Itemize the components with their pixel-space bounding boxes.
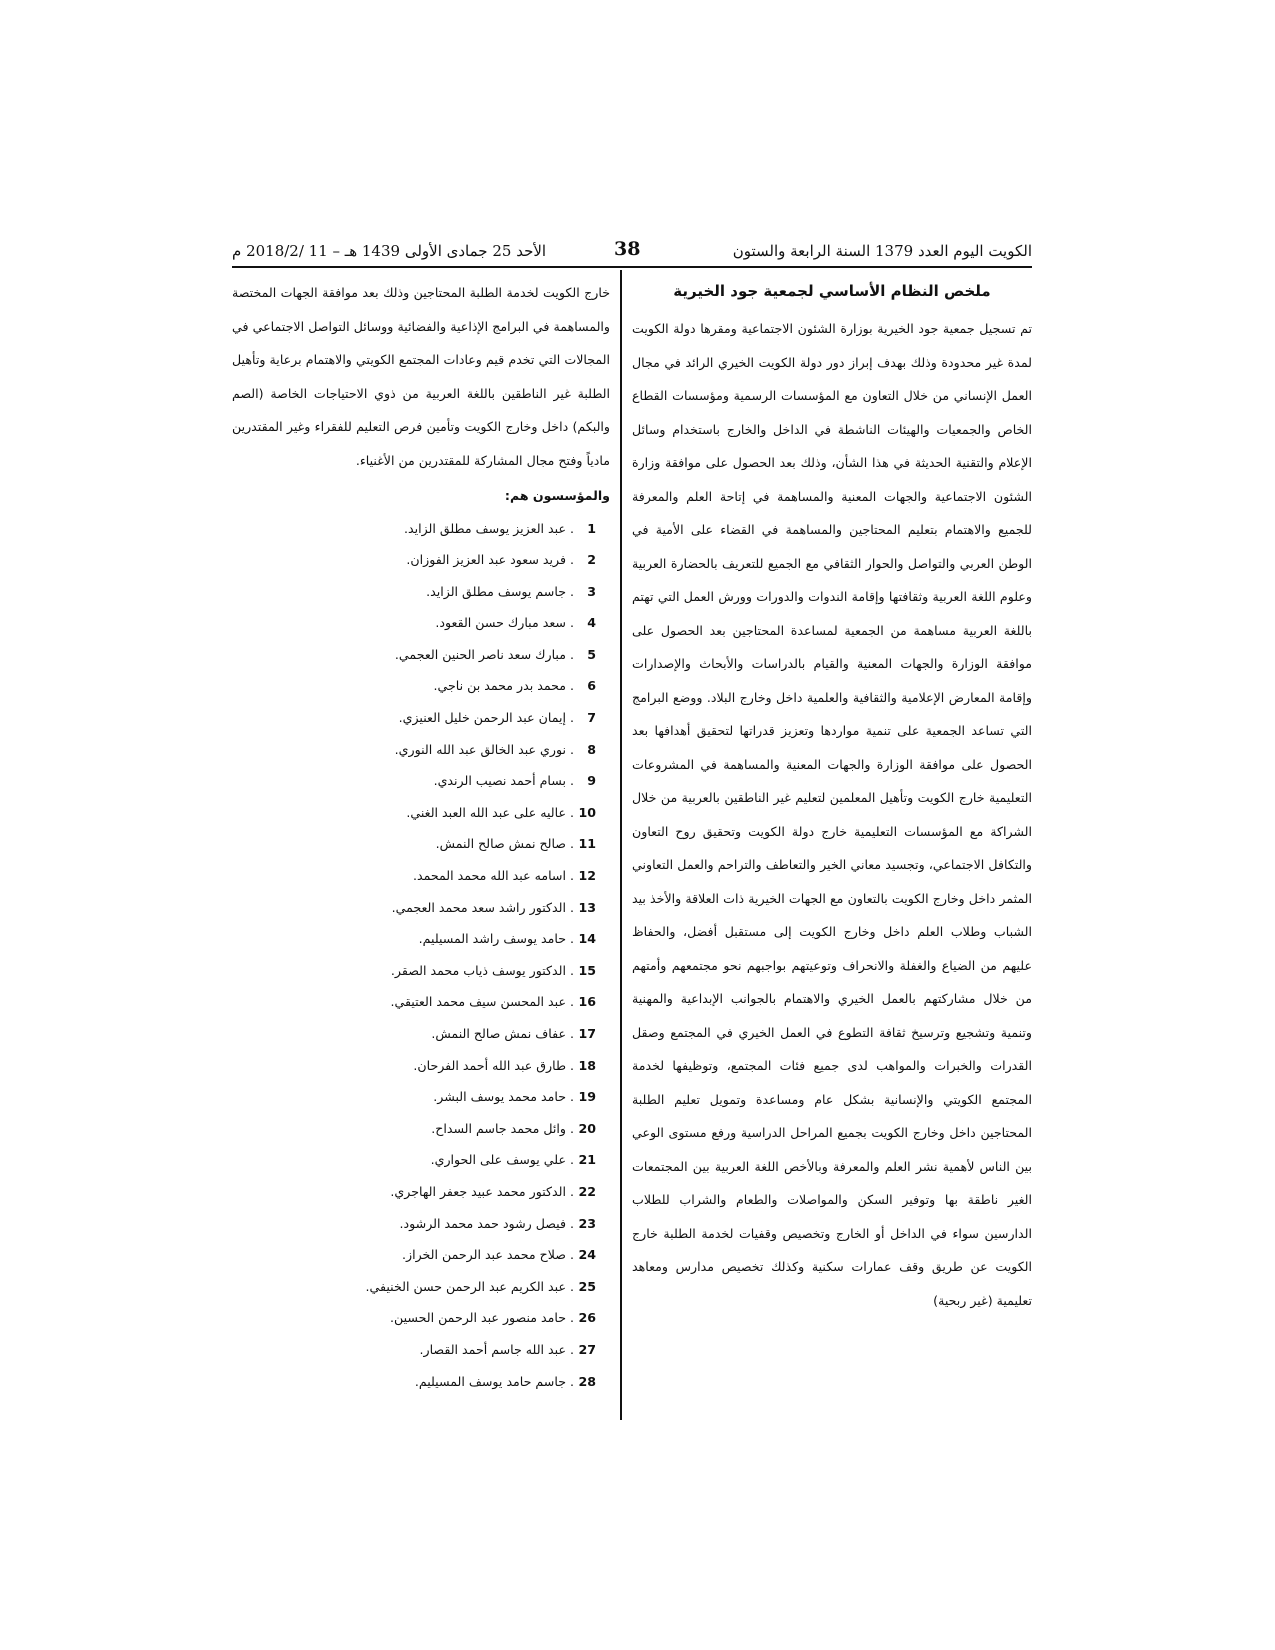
founder-number: 15 bbox=[578, 962, 596, 978]
founder-name: عفاف نمش صالح النمش. bbox=[431, 1026, 566, 1041]
founder-number: 17 bbox=[578, 1026, 596, 1041]
founder-number: 18 bbox=[578, 1057, 596, 1073]
founder-number: 26 bbox=[578, 1310, 596, 1326]
issue-date: الأحد 25 جمادى الأولى 1439 هـ – 11 /2018/2 م bbox=[232, 242, 547, 260]
founder-item: 23. فيصل رشود حمد محمد الرشود. bbox=[232, 1208, 596, 1240]
founder-item: 2. فريد سعود عبد العزيز الفوزان. bbox=[232, 544, 596, 576]
founder-item: 20. وائل محمد جاسم السداح. bbox=[232, 1113, 596, 1145]
founder-item: 7. إيمان عبد الرحمن خليل العنيزي. bbox=[232, 702, 596, 734]
founder-number: 27 bbox=[578, 1341, 596, 1357]
founder-number: 13 bbox=[578, 899, 596, 915]
founder-name: اسامه عبد الله محمد المحمد. bbox=[412, 868, 566, 884]
founder-item: 6. محمد بدر محمد بن ناجي. bbox=[232, 670, 596, 702]
founder-number: 5 bbox=[587, 646, 596, 662]
founder-name: علي يوسف على الحواري. bbox=[430, 1152, 566, 1168]
founder-item: 12. اسامه عبد الله محمد المحمد. bbox=[232, 860, 596, 892]
article-title: ملخص النظام الأساسي لجمعية جود الخيرية bbox=[673, 282, 991, 300]
founder-name: عبد العزيز يوسف مطلق الزايد. bbox=[403, 520, 566, 536]
founder-number: 12 bbox=[578, 868, 596, 884]
founders-heading: والمؤسسون هم: bbox=[504, 488, 610, 503]
founder-number: 14 bbox=[578, 931, 596, 947]
founder-name: حامد يوسف راشد المسيليم. bbox=[418, 931, 566, 947]
founder-name: الدكتور يوسف ذياب محمد الصقر. bbox=[390, 962, 566, 978]
founder-number: 19 bbox=[578, 1089, 596, 1105]
founder-item: 5. مبارك سعد ناصر الحنين العجمي. bbox=[232, 639, 596, 671]
founder-item: 15. الدكتور يوسف ذياب محمد الصقر. bbox=[232, 955, 596, 987]
left-column bbox=[232, 276, 610, 1397]
founder-item: 1. عبد العزيز يوسف مطلق الزايد. bbox=[232, 513, 596, 545]
founder-number: 16 bbox=[578, 994, 596, 1010]
founder-item: 21. علي يوسف على الحواري. bbox=[232, 1144, 596, 1176]
founder-item: 14. حامد يوسف راشد المسيليم. bbox=[232, 923, 596, 955]
article-body-left: خارج الكويت لخدمة الطلبة المحتاجين وذلك بعد موافقة الجهات المختصة والمساهمة في البرامج الإذاعية والفضائية ووسائل التواصل الاجتماعي في المجالات التي تخدم قيم وعادات المجتمع الكويتي والاهتمام برعاية وتأهيل الطلبة غير الناطقين باللغة العربية من ذوي الاحتياجات الخاصة (الصم والبكم) داخل وخارج الكويت وتأمين فرص التعليم للفقراء وغير المقتدرين مادياً وفتح مجال المشاركة للمقتدرين من الأغنياء. bbox=[232, 285, 610, 468]
founder-item: 4. سعد مبارك حسن القعود. bbox=[232, 607, 596, 639]
founder-number: 23 bbox=[578, 1215, 596, 1231]
founder-item: 25. عبد الكريم عبد الرحمن حسن الخنيفي. bbox=[232, 1271, 596, 1303]
newspaper-issue-info: الكويت اليوم العدد 1379 السنة الرابعة والستون bbox=[732, 242, 1032, 260]
founder-item: 22. الدكتور محمد عبيد جعفر الهاجري. bbox=[232, 1176, 596, 1208]
founder-name: فريد سعود عبد العزيز الفوزان. bbox=[406, 552, 566, 568]
founder-number: 2 bbox=[587, 552, 596, 568]
page-header bbox=[232, 238, 1032, 266]
founder-name: صلاح محمد عبد الرحمن الخراز. bbox=[402, 1247, 566, 1263]
founder-item: 11. صالح نمش صالح النمش. bbox=[232, 828, 596, 860]
founder-number: 1 bbox=[587, 520, 596, 536]
header-divider bbox=[232, 266, 1032, 268]
founder-number: 11 bbox=[578, 836, 596, 852]
founder-item: 9. بسام أحمد نصيب الرندي. bbox=[232, 765, 596, 797]
founder-name: حامد محمد يوسف البشر. bbox=[433, 1089, 566, 1105]
founder-item: 26. حامد منصور عبد الرحمن الحسين. bbox=[232, 1302, 596, 1334]
founder-item: 17. عفاف نمش صالح النمش. bbox=[232, 1018, 596, 1050]
page-number: 38 bbox=[614, 238, 641, 260]
founder-item: 18. طارق عبد الله أحمد الفرحان. bbox=[232, 1050, 596, 1082]
founder-number: 3 bbox=[587, 583, 596, 599]
founder-number: 28 bbox=[578, 1373, 596, 1389]
founder-name: جاسم يوسف مطلق الزايد. bbox=[426, 583, 566, 599]
founder-item: 16. عبد المحسن سيف محمد العتيقي. bbox=[232, 986, 596, 1018]
founder-number: 25 bbox=[578, 1278, 596, 1294]
founder-name: فيصل رشود حمد محمد الرشود. bbox=[399, 1215, 566, 1231]
founder-item: 13. الدكتور راشد سعد محمد العجمي. bbox=[232, 892, 596, 924]
founders-list bbox=[232, 513, 610, 1398]
founder-name: طارق عبد الله أحمد الفرحان. bbox=[413, 1057, 566, 1073]
founder-item: 3. جاسم يوسف مطلق الزايد. bbox=[232, 576, 596, 608]
founder-name: جاسم حامد يوسف المسيليم. bbox=[414, 1373, 566, 1389]
founder-number: 21 bbox=[578, 1152, 596, 1168]
founder-name: إيمان عبد الرحمن خليل العنيزي. bbox=[398, 710, 566, 726]
founder-name: عبد الله جاسم أحمد القصار. bbox=[419, 1341, 566, 1357]
founder-name: نوري عبد الخالق عبد الله النوري. bbox=[394, 741, 566, 757]
founder-name: صالح نمش صالح النمش. bbox=[435, 836, 566, 852]
founder-number: 20 bbox=[578, 1120, 596, 1136]
founder-item: 8. نوري عبد الخالق عبد الله النوري. bbox=[232, 734, 596, 766]
founder-name: الدكتور راشد سعد محمد العجمي. bbox=[391, 899, 566, 915]
founder-item: 24. صلاح محمد عبد الرحمن الخراز. bbox=[232, 1239, 596, 1271]
founder-name: محمد بدر محمد بن ناجي. bbox=[433, 678, 566, 694]
founder-number: 8 bbox=[587, 741, 596, 757]
founder-name: بسام أحمد نصيب الرندي. bbox=[433, 773, 566, 789]
founder-number: 10 bbox=[578, 804, 596, 820]
founder-number: 9 bbox=[587, 773, 596, 789]
founder-name: وائل محمد جاسم السداح. bbox=[431, 1120, 566, 1136]
founder-name: الدكتور محمد عبيد جعفر الهاجري. bbox=[390, 1183, 566, 1199]
founder-name: عاليه على عبد الله العبد الغني. bbox=[406, 804, 566, 820]
founder-number: 7 bbox=[587, 710, 596, 726]
founder-number: 4 bbox=[587, 615, 596, 631]
founder-name: سعد مبارك حسن القعود. bbox=[435, 615, 566, 631]
founder-number: 6 bbox=[587, 678, 596, 694]
article-body-right: تم تسجيل جمعية جود الخيرية بوزارة الشئون الاجتماعية ومقرها دولة الكويت لمدة غير محدودة وذلك بهدف إبراز دور دولة الكويت الخيري الرائد في مجال العمل الإنساني من خلال التعاون مع المؤسسات الرسمية ومؤسسات القطاع الخاص والجمعيات والهيئات الناشطة في الداخل والخارج باستخدام وسائل الإعلام والتقنية الحديثة في هذا الشأن، وذلك بعد الحصول على موافقة وزارة الشئون الاجتماعية والجهات المعنية والمساهمة في إتاحة العلم والمعرفة للجميع والاهتمام بتعليم المحتاجين والمساهمة في القضاء على الأمية في الوطن العربي والتواصل والحوار الثقافي مع الجميع للتعريف بالحضارة العربية وعلوم اللغة العربية وثقافتها وإقامة الندوات والدورات وورش العمل التي تهتم باللغة العربية مساهمة من الجمعية لمساعدة المحتاجين بعد الحصول على موافقة الوزارة والجهات المعنية والقيام بالدراسات والأبحاث والإصدارات وإقامة المعارض الإعلامية والثقافية والعلمية داخل وخارج البلاد. ووضع البرامج التي تساعد الجمعية على تنمية مواردها وتعزيز قدراتها لتحقيق أهدافها بعد الحصول على موافقة الوزارة والجهات المعنية والمساهمة في المشروعات التعليمية خارج الكويت وتأهيل المعلمين لتعليم غير الناطقين بالعربية من خلال الشراكة مع المؤسسات التعليمية خارج دولة الكويت وتحقيق روح التعاون والتكافل الاجتماعي، وتجسيد معاني الخير والتعاطف والتراحم والعمل التعاوني المثمر داخل وخارج الكويت بالتعاون مع الجهات الخيرية ذات العلاقة والأخذ بيد الشباب وطلاب العلم داخل وخارج الكويت إلى مستقبل أفضل، والحفاظ عليهم من الضياع والغفلة والانحراف وتوعيتهم بواجبهم نحو مجتمعهم وأمتهم من خلال مشاركتهم بالعمل الخيري والاهتمام بالجوانب الإبداعية والمهنية وتنمية وتشجيع وترسيخ ثقافة التطوع في العمل الخيري في المجتمع وصقل القدرات والخبرات والمواهب لدى جميع فئات المجتمع، وتوظيفها لخدمة المجتمع الكويتي والإنسانية بشكل عام ومساعدة وتمويل تعليم الطلبة المحتاجين داخل وخارج الكويت بجميع المراحل الدراسية ورفع مستوى الوعي بين الناس لأهمية نشر العلم والمعرفة وبالأخص اللغة العربية بين المجتمعات الغير ناطقة بها وتوفير السكن والمواصلات والطعام والشراب للطلاب الدارسين سواء في الداخل أو الخارج وتخصيص وقفيات لخدمة الطلبة خارج الكويت عن طريق وقف عمارات سكنية وكذلك تخصيص مدارس ومعاهد تعليمية (غير ربحية) bbox=[632, 321, 1032, 1308]
founder-item: 28. جاسم حامد يوسف المسيليم. bbox=[232, 1366, 596, 1398]
founder-name: عبد الكريم عبد الرحمن حسن الخنيفي. bbox=[365, 1278, 566, 1294]
founder-name: عبد المحسن سيف محمد العتيقي. bbox=[390, 994, 566, 1010]
founder-number: 22 bbox=[578, 1183, 596, 1199]
founder-item: 27. عبد الله جاسم أحمد القصار. bbox=[232, 1334, 596, 1366]
column-divider bbox=[620, 270, 622, 1420]
founder-name: مبارك سعد ناصر الحنين العجمي. bbox=[394, 646, 566, 662]
right-column bbox=[632, 276, 1032, 1317]
founder-item: 19. حامد محمد يوسف البشر. bbox=[232, 1081, 596, 1113]
founder-number: 24 bbox=[578, 1247, 596, 1263]
founder-item: 10. عاليه على عبد الله العبد الغني. bbox=[232, 797, 596, 829]
founder-name: حامد منصور عبد الرحمن الحسين. bbox=[389, 1310, 566, 1326]
